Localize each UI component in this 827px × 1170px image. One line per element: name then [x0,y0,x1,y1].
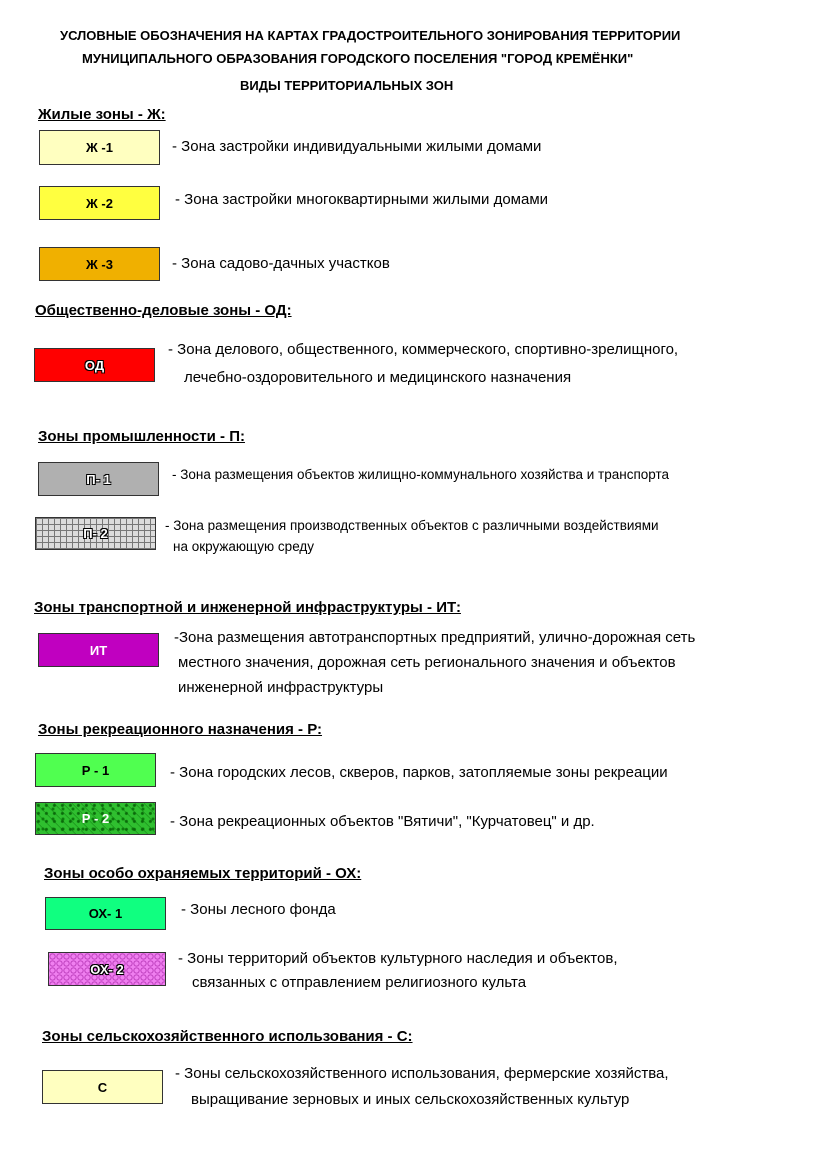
legend-description-r2 [170,809,595,834]
legend-description-p1 [172,464,669,485]
legend-swatch-it [38,633,159,667]
section-heading-business: Общественно-деловые зоны - ОД: [35,302,292,319]
description-line: - Зона застройки многоквартирными жилыми домами [175,191,549,208]
legend-swatch-s [42,1070,163,1104]
swatch-code: Ж -3 [86,256,113,272]
legend-swatch-ox1 [45,897,166,930]
legend-description-ox2 [178,946,618,995]
legend-swatch-zh3 [39,247,160,281]
swatch-code: Р - 2 [81,811,110,826]
section-heading-industry: Зоны промышленности - П: [38,428,245,445]
swatch-code: П- 1 [86,471,111,487]
legend-swatch-zh2 [39,186,160,220]
doc-title-line-2: МУНИЦИПАЛЬНОГО ОБРАЗОВАНИЯ ГОРОДСКОГО ПОСЕЛЕНИЯ "ГОРОД КРЕМЁНКИ" [82,51,634,66]
description-line: местного значения, дорожная сеть регионального значения и объектов [178,654,676,671]
description-line: -Зона размещения автотранспортных предприятий, улично-дорожная сеть [174,629,696,646]
legend-description-s [175,1061,669,1112]
legend-swatch-zh1 [39,130,160,165]
swatch-code: С [97,1079,108,1095]
legend-swatch-p1 [38,462,159,496]
description-line: - Зоны сельскохозяйственного использования, фермерские хозяйства, [175,1065,669,1082]
description-line: связанных с отправлением религиозного культа [192,974,527,991]
legend-description-ox1 [181,897,336,922]
legend-description-zh2 [175,187,548,212]
doc-title-line-1: УСЛОВНЫЕ ОБОЗНАЧЕНИЯ НА КАРТАХ ГРАДОСТРОИТЕЛЬНОГО ЗОНИРОВАНИЯ ТЕРРИТОРИИ [60,28,681,43]
description-line: - Зона делового, общественного, коммерческого, спортивно-зрелищного, [168,341,679,358]
description-line: - Зоны лесного фонда [181,901,336,918]
legend-description-p2 [165,515,659,557]
swatch-code: Ж -1 [86,140,113,155]
description-line: лечебно-оздоровительного и медицинского назначения [184,369,572,386]
swatch-code: ОД [84,357,105,373]
description-line: - Зоны территорий объектов культурного наследия и объектов, [178,950,618,967]
description-line: - Зона застройки индивидуальными жилыми домами [172,138,542,155]
section-heading-protected: Зоны особо охраняемых территорий - ОХ: [44,865,362,882]
swatch-code: Р - 1 [81,762,110,778]
doc-subtitle: ВИДЫ ТЕРРИТОРИАЛЬНЫХ ЗОН [240,78,454,93]
description-line: - Зона рекреационных объектов "Вятичи", "Курчатовец" и др. [170,813,595,830]
swatch-code: ОХ- 1 [88,906,123,921]
legend-description-r1 [170,760,668,785]
description-line: - Зона размещения производственных объектов с различными воздействиями [165,518,659,533]
legend-description-it [174,625,695,700]
description-line: выращивание зерновых и иных сельскохозяйственных культур [191,1091,630,1108]
section-heading-agriculture: Зоны сельскохозяйственного использования - С: [42,1028,413,1045]
legend-swatch-od [34,348,155,382]
legend-description-zh1 [172,134,541,159]
swatch-code: ОХ- 2 [90,961,124,977]
legend-description-zh3 [172,251,390,276]
description-line: на окружающую среду [173,539,315,554]
legend-swatch-r2 [35,802,156,835]
legend-swatch-r1 [35,753,156,787]
description-line: - Зона садово-дачных участков [172,255,390,272]
description-line: - Зона размещения объектов жилищно-коммунального хозяйства и транспорта [172,467,670,482]
description-line: инженерной инфраструктуры [178,679,384,696]
section-heading-residential: Жилые зоны - Ж: [38,106,166,123]
description-line: - Зона городских лесов, скверов, парков, затопляемые зоны рекреации [170,764,668,781]
legend-description-od [168,337,678,390]
swatch-code: ИТ [89,642,108,658]
swatch-code: Ж -2 [86,195,113,211]
section-heading-recreation: Зоны рекреационного назначения - Р: [38,721,323,738]
swatch-code: П- 2 [83,526,108,541]
legend-swatch-ox2 [48,952,166,986]
section-heading-transport: Зоны транспортной и инженерной инфраструктуры - ИТ: [34,599,461,616]
legend-swatch-p2 [35,517,156,550]
